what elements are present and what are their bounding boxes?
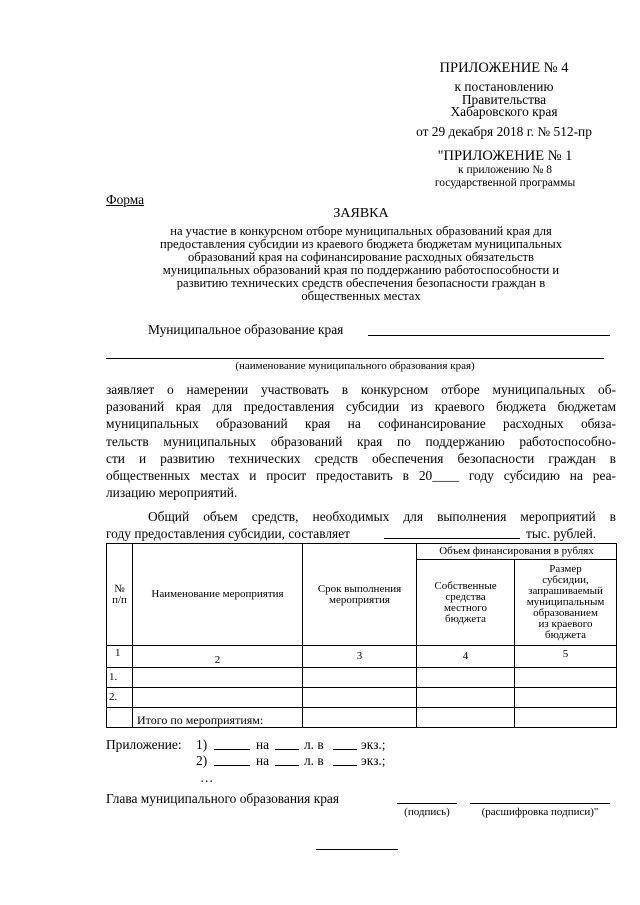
body-line: муниципальных образований края на софинансирование расходных обяза- <box>106 416 616 432</box>
appendix-block <box>395 60 613 139</box>
header-financing-group: Объем финансирования в рублях <box>417 544 617 560</box>
col-number: 1 <box>107 646 133 668</box>
total-num-cell <box>107 708 133 728</box>
body-line: общественных местах и просит предоставить в 20____ году субсидию на реа- <box>106 468 616 484</box>
total-line-1: Общий объем средств, необходимых для выполнения мероприятий в <box>148 509 616 524</box>
total-line-2a: году предоставления субсидии, составляет <box>106 526 351 541</box>
body-line: тельств муниципальных образований края по поддержанию работоспособно- <box>106 433 616 449</box>
row-number: 2. <box>107 688 133 708</box>
subtitle-line: общественных местах <box>301 289 421 303</box>
attachment-pages: л. в <box>304 737 324 752</box>
total-term[interactable] <box>303 708 417 728</box>
cell-term[interactable] <box>303 688 417 708</box>
subtitle-line: предоставления субсидии из краевого бюджета бюджетам муниципальных <box>160 237 562 251</box>
municipality-caption: (наименование муниципального образования края) <box>235 360 475 372</box>
cell-own[interactable] <box>417 668 515 688</box>
cell-name[interactable] <box>133 688 303 708</box>
attachment-on: на <box>256 737 270 752</box>
header-own-funds: Собственные средства местного бюджета <box>417 560 515 646</box>
subtitle-line: образований края на софинансирование расходных обязательств <box>187 250 534 264</box>
table-total-row <box>107 708 617 728</box>
attachment-pages: л. в <box>304 753 324 768</box>
body-line: лизацию мероприятий. <box>106 485 238 501</box>
attachment-copies: экз.; <box>361 753 386 768</box>
total-line-2b: тыс. рублей. <box>526 526 597 541</box>
body-line: разований края для предоставления субсидии из краевого бюджета бюджетам <box>106 399 616 415</box>
appendix-title: ПРИЛОЖЕНИЕ № 4 <box>439 60 569 76</box>
body-line: сти и развитию технических средств обеспечения безопасности граждан в <box>106 450 616 466</box>
cell-subsidy[interactable] <box>515 688 617 708</box>
col-number: 2 <box>133 646 303 668</box>
col-number: 5 <box>515 646 617 668</box>
signature-caption: (подпись) <box>404 806 450 818</box>
cell-name[interactable] <box>133 668 303 688</box>
total-subsidy[interactable] <box>515 708 617 728</box>
header-name: Наименование мероприятия <box>133 544 303 646</box>
total-own[interactable] <box>417 708 515 728</box>
attachment-ellipsis: … <box>200 770 214 785</box>
col-number: 3 <box>303 646 417 668</box>
appendix-line: Хабаровского края <box>450 104 558 119</box>
cell-term[interactable] <box>303 668 417 688</box>
attachment-copies: экз.; <box>361 737 386 752</box>
appendix-inner-line: к приложению № 8 <box>458 164 552 176</box>
header-num: № п/п <box>107 544 133 646</box>
body-line: заявляет о намерении участвовать в конкурсном отборе муниципальных об- <box>106 382 616 397</box>
signature-decode-caption: (расшифровка подписи)" <box>481 806 599 818</box>
attachment-copies-field[interactable] <box>333 749 357 750</box>
appendix-inner-title: "ПРИЛОЖЕНИЕ № 1 <box>437 148 573 164</box>
row-number: 1. <box>107 668 133 688</box>
appendix-inner-line: государственной программы <box>434 177 576 189</box>
signature-field[interactable] <box>397 803 457 804</box>
municipality-input-line-2[interactable] <box>106 358 604 359</box>
signature-head: Глава муниципального образования края <box>106 791 339 806</box>
document-title: ЗАЯВКА <box>333 206 389 221</box>
attachment-pages-field[interactable] <box>275 749 299 750</box>
municipality-input-line[interactable] <box>368 335 610 336</box>
attachment-item-num: 1) <box>196 737 208 752</box>
attachment-item-field[interactable] <box>214 749 250 750</box>
document-subtitle <box>106 225 616 303</box>
attachment-pages-field[interactable] <box>275 765 299 766</box>
body-paragraph <box>106 381 616 501</box>
table-row <box>107 668 617 688</box>
col-number: 4 <box>417 646 515 668</box>
header-subsidy: Размер субсидии, запрашиваемый муниципальным образованием из краевого бюджета <box>515 560 617 646</box>
finance-table <box>106 543 617 728</box>
total-label: Итого по мероприятиям: <box>133 708 303 728</box>
bottom-divider <box>316 849 398 850</box>
subtitle-line: на участие в конкурсном отборе муниципальных образований края для <box>170 224 552 238</box>
total-amount-line[interactable] <box>384 538 520 539</box>
cell-own[interactable] <box>417 688 515 708</box>
appendix-line: Правительства <box>461 91 547 107</box>
attachment-item-num: 2) <box>196 753 208 768</box>
cell-subsidy[interactable] <box>515 668 617 688</box>
appendix-inner-block <box>405 148 605 189</box>
appendix-date: от 29 декабря 2018 г. № 512-пр <box>416 123 592 139</box>
header-term: Срок выполнения мероприятия <box>303 544 417 646</box>
table-row <box>107 688 617 708</box>
subtitle-line: муниципальных образований края по поддержанию работоспособности и <box>162 263 560 277</box>
attachment-item-field[interactable] <box>214 765 250 766</box>
attachments-label: Приложение: <box>106 737 182 752</box>
form-label: Форма <box>106 192 145 207</box>
municipality-label: Муниципальное образование края <box>148 322 344 337</box>
signature-decode-field[interactable] <box>470 803 610 804</box>
attachment-copies-field[interactable] <box>333 765 357 766</box>
attachment-on: на <box>256 753 270 768</box>
subtitle-line: развитию технических средств обеспечения безопасности граждан в <box>176 276 546 290</box>
appendix-line: к постановлению <box>454 79 554 94</box>
